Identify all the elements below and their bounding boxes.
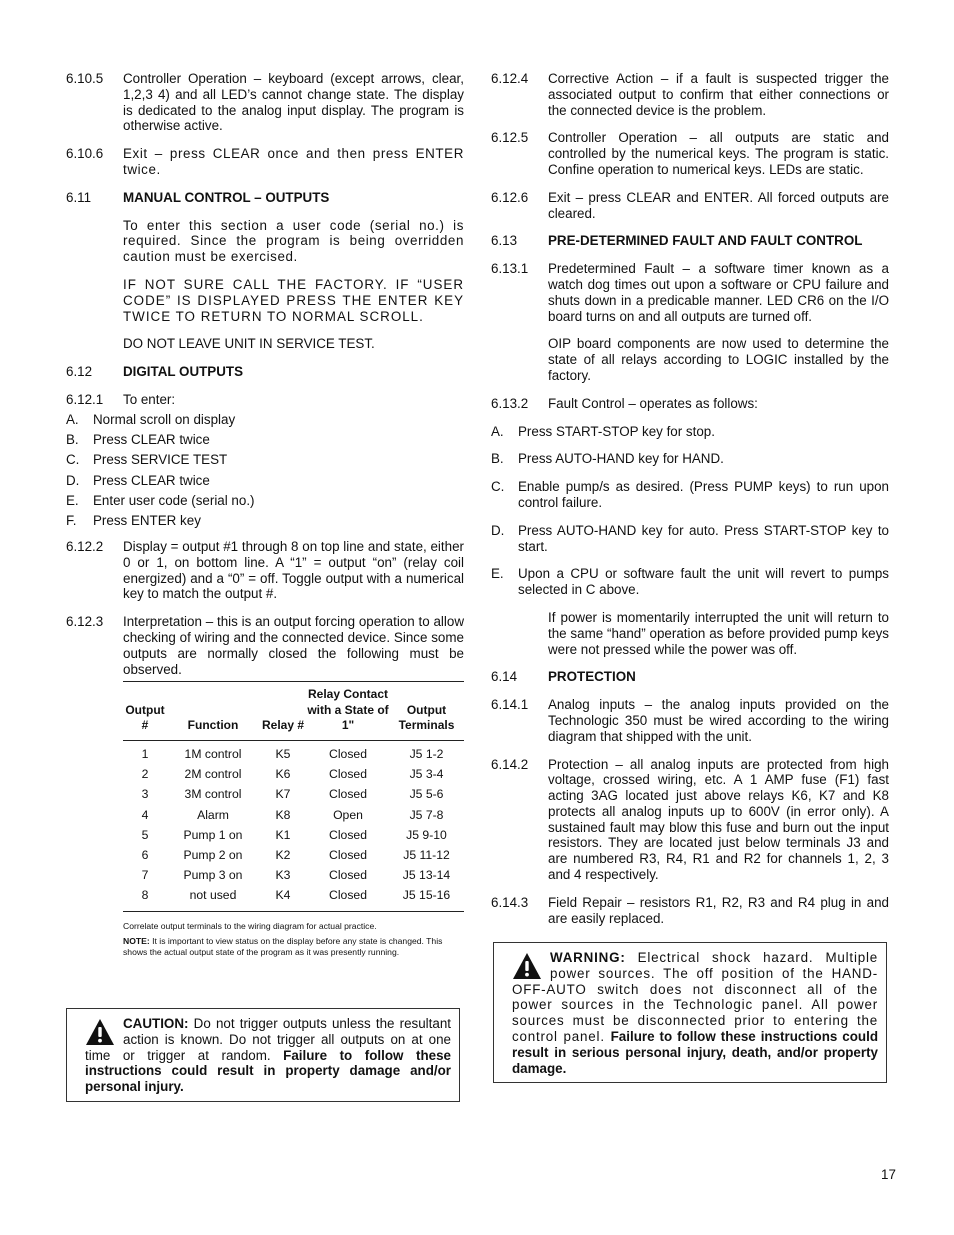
list-item — [491, 566, 889, 598]
caution-label: CAUTION: — [123, 1016, 189, 1031]
table-body — [123, 740, 464, 911]
section-number: 6.12.6 — [491, 189, 529, 205]
list-letter: C. — [66, 452, 80, 468]
section-number: 6.13.2 — [491, 395, 529, 411]
section-title: DIGITAL OUTPUTS — [123, 364, 244, 380]
list-letter: C. — [491, 479, 505, 495]
list-text: Press SERVICE TEST — [93, 452, 228, 468]
warning-bold-text: Failure to follow these instructions could result in serious personal injury, death, and/or property damage. — [512, 1028, 879, 1076]
table-row — [123, 886, 464, 911]
section-6-14-3 — [491, 895, 889, 927]
warning-label: WARNING: — [550, 950, 626, 965]
section-6-12-1 — [66, 392, 464, 408]
table-bottom-rule — [123, 911, 464, 912]
section-number: 6.13 — [491, 233, 518, 249]
section-6-13-1 — [491, 261, 889, 324]
section-number: 6.14.2 — [491, 756, 529, 772]
table-cell: 7 — [141, 868, 149, 883]
table-note-status — [123, 936, 464, 958]
paragraph-oip-board: OIP board components are now used to determine the state of all relays according to LOGIC installed by the factory. — [548, 336, 889, 383]
table-cell: 2M control — [184, 767, 242, 782]
section-text: Controller Operation – keyboard (except arrows, clear, 1,2,3 4) and all LED’s cannot change state. The display is dedicated to the analog input display. The program is otherwise active. — [123, 71, 464, 134]
header-output-terminals: Output Terminals — [389, 687, 464, 740]
list-letter: F. — [66, 513, 77, 529]
warning-triangle-icon — [85, 1018, 115, 1046]
list-text: Press AUTO-HAND key for HAND. — [518, 451, 724, 467]
table-row — [123, 866, 464, 886]
table-cell: Alarm — [197, 807, 229, 822]
table-note-correlate: Correlate output terminals to the wiring diagram for actual practice. — [123, 921, 377, 932]
section-title: MANUAL CONTROL – OUTPUTS — [123, 189, 330, 205]
section-text: Display = output #1 through 8 on top line and state, either 0 or 1, on bottom line. A “1” = output “on” (relay coil energized) and a “0” = off. Toggle output with a numerical key to match the output #. — [123, 539, 464, 602]
table-row — [123, 785, 464, 805]
header-function: Function — [167, 687, 259, 740]
output-table — [123, 681, 464, 958]
table-cell: Closed — [329, 827, 367, 842]
section-title: PRE-DETERMINED FAULT AND FAULT CONTROL — [548, 233, 863, 249]
table-cell: Pump 1 on — [183, 827, 243, 842]
list-text: Enter user code (serial no.) — [93, 492, 255, 508]
section-text: Field Repair – resistors R1, R2, R3 and R4 plug in and are easily replaced. — [548, 894, 889, 926]
paragraph-call-factory: IF NOT SURE CALL THE FACTORY. IF “USER CODE” IS DISPLAYED PRESS THE ENTER KEY TWICE TO RETURN TO NORMAL SCROLL. — [123, 276, 464, 324]
section-number: 6.10.5 — [66, 71, 104, 86]
section-number: 6.12 — [66, 364, 93, 380]
section-text: To enter: — [123, 391, 176, 407]
list-text: Upon a CPU or software fault the unit will revert to pumps selected in C above. — [518, 566, 889, 598]
table-cell: Closed — [329, 848, 367, 863]
section-number: 6.12.2 — [66, 539, 104, 555]
list-item — [491, 479, 889, 511]
list-item — [66, 473, 464, 489]
section-number: 6.12.5 — [491, 130, 529, 146]
section-6-14-1 — [491, 697, 889, 744]
section-6-12-6 — [491, 190, 889, 222]
section-text: Controller Operation – all outputs are static and controlled by the numerical keys. The program is static. Confine operation to numerical keys. LEDs are static. — [548, 130, 889, 177]
table-cell: K2 — [275, 848, 291, 863]
table-cell: K3 — [275, 868, 291, 883]
warning-box — [493, 942, 887, 1083]
section-6-12-heading — [66, 364, 464, 380]
table-cell: 3 — [141, 787, 149, 802]
section-number: 6.12.3 — [66, 614, 104, 630]
list-item — [66, 513, 464, 529]
list-letter: E. — [491, 566, 504, 582]
table-cell: Closed — [329, 888, 367, 903]
table-cell: K4 — [275, 888, 291, 903]
section-6-14-2 — [491, 757, 889, 883]
section-number: 6.12.4 — [491, 71, 529, 86]
table-cell: Closed — [329, 767, 367, 782]
header-relay-contact: Relay Contact with a State of 1" — [307, 687, 389, 740]
table-cell: J5 3-4 — [409, 767, 444, 782]
table-cell: K5 — [275, 747, 291, 762]
table-cell: Closed — [329, 787, 367, 802]
table-cell: 6 — [141, 848, 149, 863]
list-text: Enable pump/s as desired. (Press PUMP keys) to run upon control failure. — [518, 479, 889, 510]
warning-text: Electrical shock hazard. Multiple power sources. The off position of the HAND-OFF-AUTO switch does not disconnect all of the power sources in the Technologic panel. All power sources must be disconnected prior to entering the control panel. — [512, 950, 878, 1044]
table-row — [123, 740, 464, 765]
list-item — [491, 424, 889, 440]
list-letter: D. — [491, 522, 505, 538]
section-text: Protection – all analog inputs are protected from high voltage, crossed wiring, etc. A 1 AMP fuse (F1) fast acting 3AG located just above relays K6, K7 and K8 protects all analog inputs up to 600V (in error only). A sustained fault may blow this fuse and burn out the input resistors. They are located just below terminals J3 and are numbered R3, R4, R1 and R2 for channels 1, 2, 3 and 4 respectively. — [548, 756, 889, 883]
output-table-grid — [123, 687, 464, 911]
section-number: 6.13.1 — [491, 261, 529, 277]
note-text: It is important to view status on the display before any state is changed. This shows the actual output state of the program as it was presently running. — [123, 936, 443, 958]
list-text: Press START-STOP key for stop. — [518, 423, 715, 439]
right-column — [491, 71, 889, 938]
list-item — [66, 432, 464, 448]
section-text: Fault Control – operates as follows: — [548, 395, 758, 411]
list-text: Normal scroll on display — [93, 411, 236, 427]
section-6-12-2 — [66, 539, 464, 602]
table-row — [123, 805, 464, 825]
left-column — [66, 71, 464, 962]
list-letter: E. — [66, 492, 79, 508]
list-item — [66, 493, 464, 509]
section-6-13-heading — [491, 233, 889, 249]
table-cell: K1 — [275, 827, 291, 842]
list-letter: A. — [491, 423, 504, 439]
table-cell: Pump 3 on — [183, 868, 243, 883]
section-6-12-3 — [66, 614, 464, 677]
section-text: Exit – press CLEAR once and then press ENTER twice. — [123, 146, 464, 177]
table-notes — [123, 921, 464, 958]
page-number: 17 — [881, 1167, 896, 1182]
table-row — [123, 826, 464, 846]
table-cell: Closed — [329, 868, 367, 883]
section-text: Exit – press CLEAR and ENTER. All forced outputs are cleared. — [548, 189, 889, 221]
section-number: 6.12.1 — [66, 391, 104, 407]
section-text: Predetermined Fault – a software timer known as a watch dog times out upon a software or CPU failure and shuts down in a predicable manner. LED CR6 on the I/O board turns on and all outputs are turned off. — [548, 261, 889, 324]
list-letter: B. — [66, 432, 79, 448]
header-output-number: Output # — [123, 687, 167, 740]
list-text: Press AUTO-HAND key for auto. Press START-STOP key to start. — [518, 522, 889, 554]
table-cell: Closed — [329, 747, 367, 762]
section-number: 6.14.3 — [491, 894, 529, 910]
table-cell: 8 — [141, 888, 149, 903]
list-item — [66, 452, 464, 468]
list-letter: B. — [491, 451, 504, 467]
enter-steps-list — [66, 412, 464, 529]
section-title: PROTECTION — [548, 669, 636, 685]
section-text: Analog inputs – the analog inputs provided on the Technologic 350 must be wired according to the wiring diagram that shipped with the unit. — [548, 697, 889, 744]
header-relay-number: Relay # — [259, 687, 307, 740]
table-cell: not used — [189, 888, 237, 903]
table-cell: Pump 2 on — [183, 848, 243, 863]
section-6-13-2 — [491, 396, 889, 412]
table-header-row — [123, 687, 464, 740]
section-6-12-5 — [491, 130, 889, 177]
list-letter: D. — [66, 472, 80, 488]
list-item — [66, 412, 464, 428]
list-text: Press ENTER key — [93, 513, 201, 529]
table-cell: K6 — [275, 767, 291, 782]
section-number: 6.11 — [66, 189, 92, 205]
table-cell: J5 11-12 — [403, 848, 450, 863]
table-cell: K8 — [275, 807, 291, 822]
section-6-14-heading — [491, 669, 889, 685]
section-6-12-4 — [491, 71, 889, 118]
section-6-11-heading — [66, 190, 464, 206]
list-text: Press CLEAR twice — [93, 432, 210, 448]
section-number: 6.14.1 — [491, 697, 529, 713]
caution-text: Do not trigger outputs unless the resultant action is known. Do not trigger all outputs on at one time or trigger at random. — [85, 1016, 451, 1063]
fault-steps-list — [491, 424, 889, 598]
table-cell: Open — [333, 807, 363, 822]
table-cell: 3M control — [184, 787, 242, 802]
note-label: NOTE: — [123, 936, 150, 947]
section-6-10-5 — [66, 71, 464, 134]
table-cell: J5 7-8 — [409, 807, 444, 822]
list-letter: A. — [66, 411, 79, 427]
table-cell: J5 15-16 — [402, 888, 451, 903]
table-cell: J5 13-14 — [402, 868, 451, 883]
table-cell: 1 — [141, 747, 149, 762]
table-cell: 1M control — [184, 747, 242, 762]
paragraph-user-code: To enter this section a user code (serial no.) is required. Since the program is being overridden caution must be exercised. — [123, 217, 464, 265]
caution-box — [66, 1008, 460, 1102]
section-number: 6.14 — [491, 669, 518, 685]
table-cell: 5 — [141, 827, 149, 842]
table-row — [123, 765, 464, 785]
section-6-10-6 — [66, 146, 464, 178]
caution-bold-text: Failure to follow these instructions could result in property damage and/or personal injury. — [85, 1047, 451, 1095]
table-cell: 4 — [141, 807, 149, 822]
section-text: Interpretation – this is an output forcing operation to allow checking of wiring and the connected device. Since some outputs are normally closed the following must be observed. — [123, 614, 464, 677]
table-cell: J5 9-10 — [406, 827, 447, 842]
paragraph-power-interrupt: If power is momentarily interrupted the unit will return to the same “hand” operation as before provided pump keys were not pressed while the power was off. — [548, 609, 889, 657]
list-text: Press CLEAR twice — [93, 472, 210, 488]
table-cell: 2 — [141, 767, 149, 782]
table-cell: J5 5-6 — [409, 787, 444, 802]
section-number: 6.10.6 — [66, 146, 104, 162]
list-item — [491, 523, 889, 555]
table-cell: K7 — [275, 787, 291, 802]
table-cell: J5 1-2 — [409, 747, 444, 762]
warning-triangle-icon — [512, 952, 542, 980]
list-item — [491, 451, 889, 467]
paragraph-service-test: DO NOT LEAVE UNIT IN SERVICE TEST. — [123, 336, 375, 352]
table-row — [123, 846, 464, 866]
section-text: Corrective Action – if a fault is suspected trigger the associated output to confirm that either connections or the connected device is the problem. — [548, 71, 889, 118]
